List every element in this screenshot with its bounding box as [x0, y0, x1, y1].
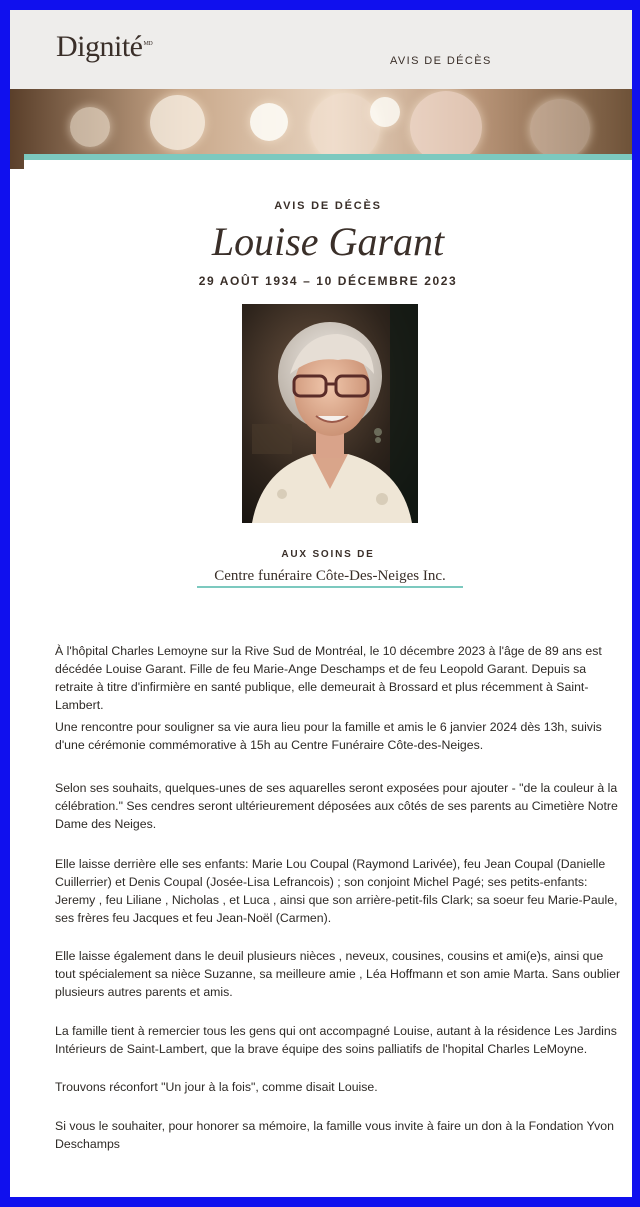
paragraph: À l'hôpital Charles Lemoyne sur la Rive Sud de Montréal, le 10 décembre 2023 à l'âge de 89 ans est décédée Louise Garant. Fille de feu Marie-Ange Deschamps et de feu Leopold Garant. Depuis sa retraite à titre d'infirmière en santé publique, elle demeurait à Brossard et plus récemment à Saint-Lambert. [55, 644, 602, 712]
paragraph: Une rencontre pour souligner sa vie aura lieu pour la famille et amis le 6 janvier 2024 dès 13h, suivis d'une cérémonie commémorative à 15h au Centre Funéraire Côte-des-Neiges. [55, 720, 602, 752]
dignite-logo[interactable] [56, 30, 152, 64]
logo-text: Dignité [56, 30, 143, 63]
paragraph: Selon ses souhaits, quelques-unes de ses aquarelles seront exposées pour ajouter - "de la couleur à la célébration." Ses cendres seront ultérieurement déposées aux côtés de ses parents au Cimetière Notre Dame des Neiges. [55, 781, 618, 831]
obituary-card [24, 160, 632, 1197]
nav-avis-de-deces[interactable]: AVIS DE DÉCÈS [390, 55, 492, 67]
paragraph: Elle laisse également dans le deuil plusieurs nièces , neveux, cousines, cousins et ami(e)s, ainsi que tout spécialement sa nièce Suzanne, sa meilleure amie , Léa Hoffmann et son amie Marta. Sans oublier plusieurs autres parents et amis. [55, 949, 621, 999]
life-dates: 29 AOÛT 1934 – 10 DÉCEMBRE 2023 [198, 274, 458, 288]
portrait-photo [242, 304, 418, 523]
paragraph: Trouvons réconfort "Un jour à la fois", comme disait Louise. [55, 1080, 378, 1094]
section-eyebrow: AVIS DE DÉCÈS [274, 200, 382, 212]
page-frame [10, 10, 632, 1197]
care-label: AUX SOINS DE [281, 549, 375, 560]
logo-mark: MD [143, 41, 153, 47]
paragraph: Elle laisse derrière elle ses enfants: Marie Lou Coupal (Raymond Larivée), feu Jean Coupal (Danielle Cuillerrier) et Denis Coupal (Josée-Lisa Lefrancois) ; son conjoint Michel Pagé; ses petits-enfants: Jeremy , feu Liliane , Nicholas , et Luca , ainsi que son arrière-petit-fils Clark; sa soeur feu Marie-Paule, ses frères feu Jacques et feu Jean-Noël (Carmen). [55, 857, 618, 925]
site-header [10, 10, 632, 89]
funeral-home-link[interactable]: Centre funéraire Côte-Des-Neiges Inc. [197, 568, 463, 588]
deceased-name: Louise Garant [211, 219, 445, 264]
paragraph: Si vous le souhaiter, pour honorer sa mémoire, la famille vous invite à faire un don à la Fondation Yvon Deschamps [55, 1119, 614, 1151]
paragraph: La famille tient à remercier tous les gens qui ont accompagné Louise, autant à la résidence Les Jardins Intérieurs de Saint-Lambert, que la brave équipe des soins palliatifs de l'hopital Charles LeMoyne. [55, 1024, 617, 1056]
